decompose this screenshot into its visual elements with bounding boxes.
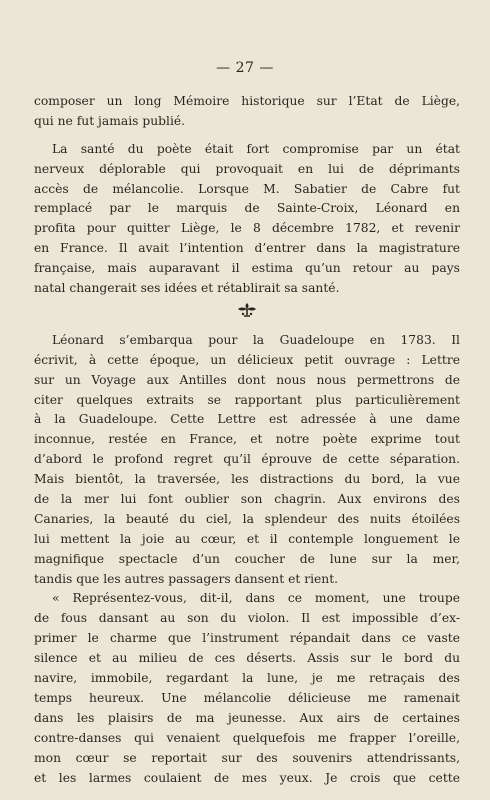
text-line: temps heureux. Une mélancolie délicieuse me ramenait	[34, 690, 460, 705]
text-line: inconnue, restée en France, et notre poète exprime tout	[34, 432, 460, 447]
text-line: qui ne fut jamais publié.	[34, 113, 186, 128]
text-line: citer quelques extraits se rapportant plus particulièrement	[34, 392, 460, 407]
text-line: navire, immobile, regardant la lune, je me retraçais des	[34, 671, 460, 686]
page-number: — 27 —	[216, 60, 274, 76]
text-line: en France. Il avait l’intention d’entrer dans la magistrature	[34, 241, 460, 256]
text-line: remplacé par le marquis de Sainte-Croix, Léonard en	[34, 201, 460, 216]
paragraph-3	[34, 331, 460, 590]
text-line: silence et au milieu de ces déserts. Assis sur le bord du	[34, 651, 460, 666]
text-line: Léonard s’embarqua pour la Guadeloupe en 1783. Il	[52, 332, 460, 347]
text-line: à la Guadeloupe. Cette Lettre est adressée à une dame	[34, 412, 460, 427]
text-line: et les larmes coulaient de mes yeux. Je crois que cette	[34, 770, 460, 785]
paragraph-4	[34, 589, 460, 788]
text-line: magnifique spectacle d’un coucher de lune sur la mer,	[34, 551, 460, 566]
text-line: sur un Voyage aux Antilles dont nous nous permettrons de	[34, 372, 460, 387]
text-line: natal changerait ses idées et rétablirait sa santé.	[34, 281, 340, 296]
text-line: tandis que les autres passagers dansent et rient.	[34, 571, 339, 586]
text-line: lui mettent la joie au cœur, et il contemple longuement le	[34, 531, 460, 546]
text-line: « Représentez-vous, dit-il, dans ce moment, une troupe	[52, 591, 460, 606]
text-line: mon cœur se reportait sur des souvenirs attendrissants,	[34, 750, 460, 765]
text-line: Canaries, la beauté du ciel, la splendeur des nuits étoilées	[34, 511, 460, 526]
fleuron-icon	[34, 301, 460, 319]
text-line: profita pour quitter Liège, le 8 décembre 1782, et revenir	[34, 221, 460, 236]
text-line: de fous dansant au son du violon. Il est impossible d’ex-	[34, 611, 460, 626]
text-line: La santé du poète était fort compromise par un état	[52, 141, 460, 156]
body-text	[34, 92, 460, 788]
text-line: Mais bientôt, la traversée, les distractions du bord, la vue	[34, 472, 460, 487]
paragraph-2	[34, 140, 460, 299]
text-line: composer un long Mémoire historique sur l’Etat de Liège,	[34, 94, 460, 108]
text-line: primer le charme que l’instrument répandait dans ce vaste	[34, 631, 460, 646]
text-line: de la mer lui font oublier son chagrin. Aux environs des	[34, 492, 460, 507]
text-line: dans les plaisirs de ma jeunesse. Aux airs de certaines	[34, 710, 460, 725]
paragraph-1	[34, 92, 460, 132]
text-line: accès de mélancolie. Lorsque M. Sabatier de Cabre fut	[34, 181, 460, 196]
text-line: nerveux déplorable qui provoquait en lui de déprimants	[34, 161, 460, 176]
text-line: contre-danses qui venaient quelquefois me frapper l’oreille,	[34, 730, 460, 745]
text-line: d’abord le profond regret qu’il éprouve de cette séparation.	[34, 452, 460, 467]
text-line: française, mais auparavant il estima qu’un retour au pays	[34, 261, 460, 276]
text-line: écrivit, à cette époque, un délicieux petit ouvrage : Lettre	[34, 352, 460, 367]
